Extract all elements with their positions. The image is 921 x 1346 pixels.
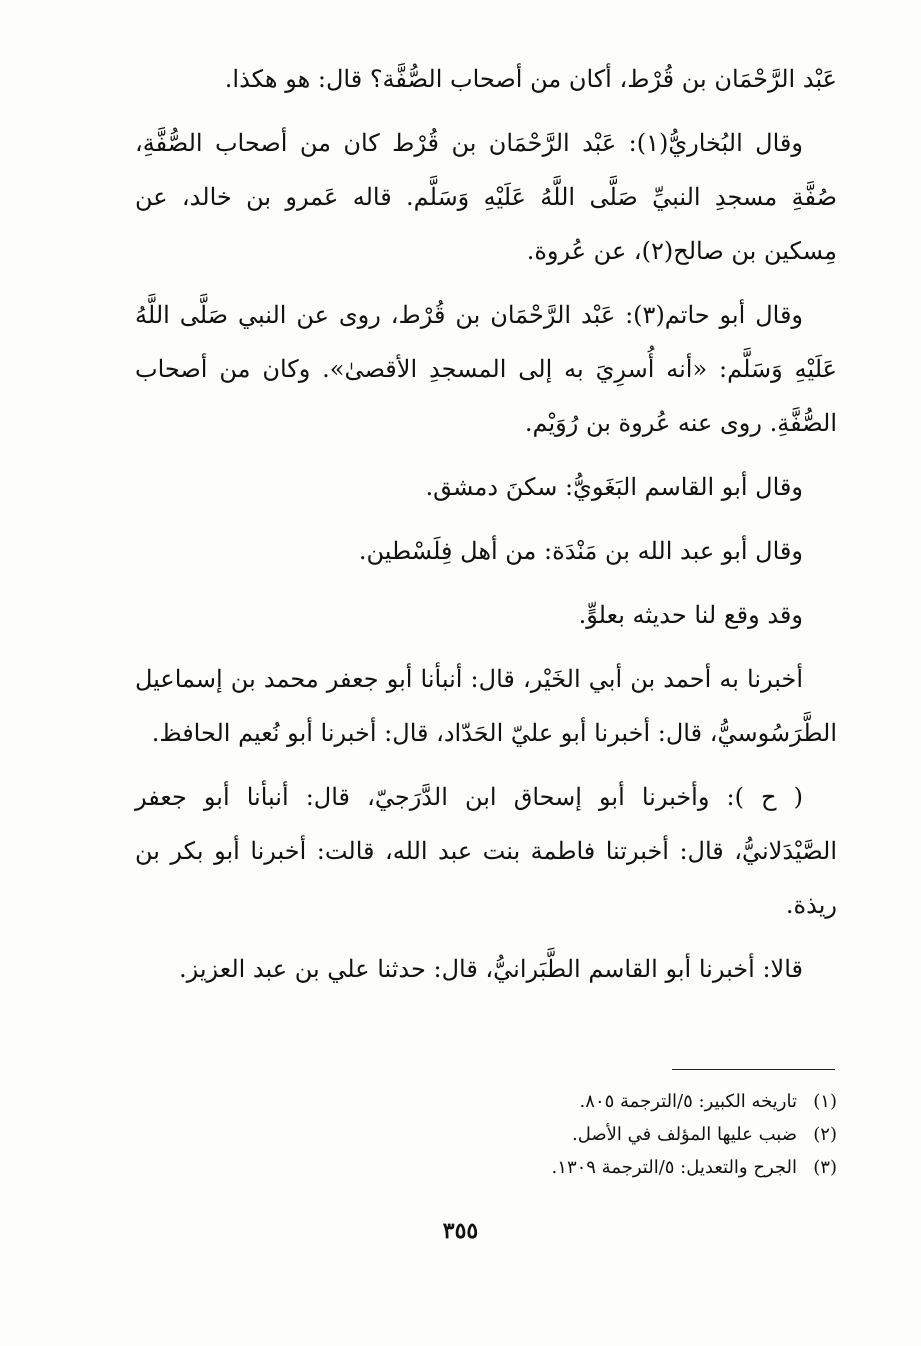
footnote-separator bbox=[672, 1069, 835, 1070]
footnote-text: تاريخه الكبير: ٥/الترجمة ٨٠٥. bbox=[579, 1091, 797, 1112]
main-text bbox=[135, 52, 837, 996]
paragraph-5: وقال أبو عبد الله بن مَنْدَة: من أهل فِلَسْطين. bbox=[358, 537, 803, 565]
footnote-item bbox=[135, 1151, 837, 1184]
paragraph-2: وقال البُخاريُّ(١): عَبْد الرَّحْمَان بن قُرْط كان من أصحاب الصُّفَّةِ، صُفَّةِ مسجدِ النبيِّ صَلَّى اللَّهُ عَلَيْهِ وَسَلَّم. قاله عَمرو بن خالد، عن مِسكين بن صالح(٢)، عن عُروة. bbox=[135, 129, 837, 265]
paragraph-8: ( ح ): وأخبرنا أبو إسحاق ابن الدَّرَجيّ، قال: أنبأنا أبو جعفر الصَّيْدَلانيُّ، قال: أخبرتنا فاطمة بنت عبد الله، قالت: أخبرنا أبو بكر بن ريذة. bbox=[135, 783, 837, 919]
paragraph-1: عَبْد الرَّحْمَان بن قُرْط، أكان من أصحاب الصُّفَّة؟ قال: هو هكذا. bbox=[224, 65, 837, 93]
footnote-number: (٢) bbox=[813, 1124, 837, 1145]
paragraph-6: وقد وقع لنا حديثه بعلوٍّ. bbox=[578, 601, 803, 629]
paragraph-4: وقال أبو القاسم البَغَويُّ: سكنَ دمشق. bbox=[425, 473, 803, 501]
paragraph-9: قالا: أخبرنا أبو القاسم الطَّبَرانيُّ، قال: حدثنا علي بن عبد العزيز. bbox=[178, 955, 803, 983]
footnotes bbox=[135, 1085, 837, 1184]
footnote-text: ضبب عليها المؤلف في الأصل. bbox=[571, 1124, 797, 1145]
footnote-text: الجرح والتعديل: ٥/الترجمة ١٣٠٩. bbox=[551, 1157, 797, 1178]
paragraph-3: وقال أبو حاتم(٣): عَبْد الرَّحْمَان بن قُرْط، روى عن النبي صَلَّى اللَّهُ عَلَيْهِ وَسَلَّم: «أنه أُسرِيَ به إلى المسجدِ الأقصىٰ». وكان من أصحاب الصُّفَّةِ. روى عنه عُروة بن رُوَيْم. bbox=[135, 301, 837, 437]
page-number: ٣٥٥ bbox=[442, 1218, 479, 1244]
footnote-item bbox=[135, 1118, 837, 1151]
footnote-number: (١) bbox=[813, 1091, 837, 1112]
footnote-item bbox=[135, 1085, 837, 1118]
footnote-number: (٣) bbox=[813, 1157, 837, 1178]
paragraph-7: أخبرنا به أحمد بن أبي الخَيْر، قال: أنبأنا أبو جعفر محمد بن إسماعيل الطَّرَسُوسيُّ، قال: أخبرنا أبو عليّ الحَدّاد، قال: أخبرنا أبو نُعيم الحافظ. bbox=[135, 665, 837, 747]
